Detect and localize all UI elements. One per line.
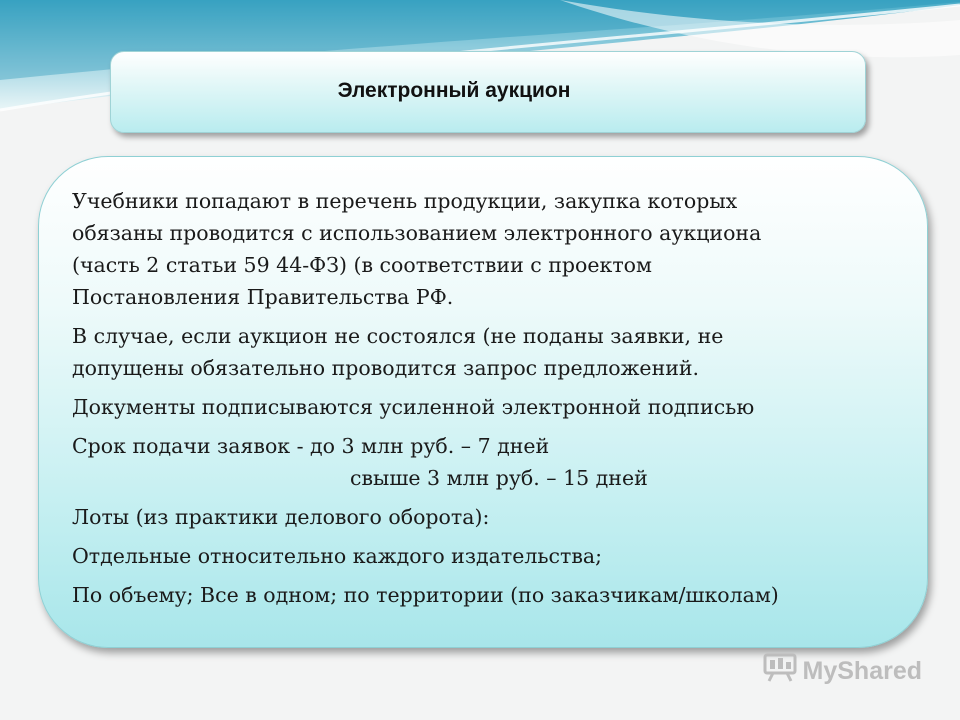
paragraph-5: Лоты (из практики делового оборота): bbox=[72, 505, 490, 529]
paragraph-2: В случае, если аукцион не состоялся (не поданы заявки, не допущены обязательно проводится запрос предложений. bbox=[72, 324, 724, 380]
title-box bbox=[110, 51, 866, 133]
paragraph-4: Срок подачи заявок - до 3 млн руб. – 7 дней bbox=[72, 434, 550, 458]
content-text bbox=[72, 185, 872, 618]
watermark bbox=[763, 653, 922, 690]
watermark-text: MyShared bbox=[802, 657, 922, 685]
presentation-board-icon bbox=[763, 653, 797, 690]
slide-title: Электронный аукцион bbox=[337, 79, 571, 102]
paragraph-1: Учебники попадают в перечень продукции, закупка которых обязаны проводится с использованием электронного аукциона (часть 2 статьи 59 44-ФЗ) (в соответствии с проектом Постановления Правительства РФ. bbox=[72, 189, 762, 309]
paragraph-3: Документы подписываются усиленной электронной подписью bbox=[72, 395, 755, 419]
paragraph-7: По объему; Все в одном; по территории (по заказчикам/школам) bbox=[72, 583, 779, 607]
paragraph-4-continuation: свыше 3 млн руб. – 15 дней bbox=[350, 466, 648, 490]
paragraph-6: Отдельные относительно каждого издательства; bbox=[72, 544, 603, 568]
